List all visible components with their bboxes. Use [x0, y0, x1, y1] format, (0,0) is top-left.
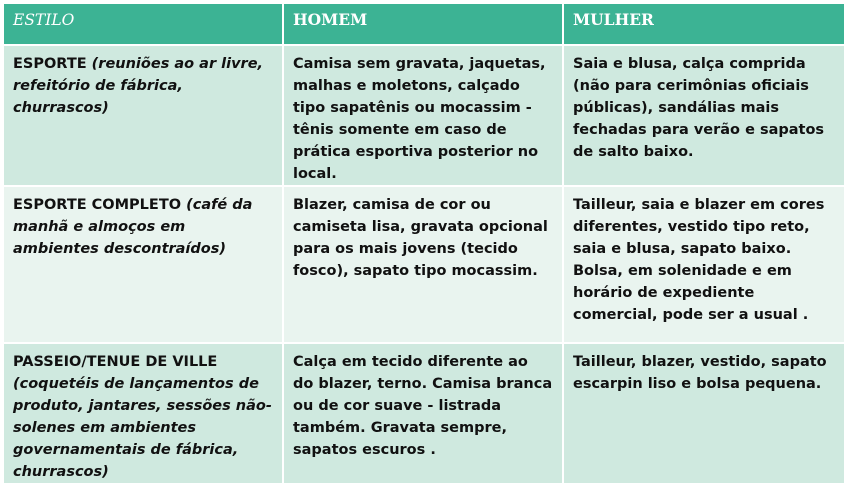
header-row: [3, 3, 845, 45]
mulher-cell: Tailleur, saia e blazer em cores diferentes, vestido tipo reto, saia e blusa, sapato baixo. Bolsa, em solenidade e em horário de expediente comercial, pode ser a usual .: [563, 186, 845, 343]
style-cell: [3, 186, 283, 343]
homem-cell: Calça em tecido diferente ao do blazer, terno. Camisa branca ou de cor suave - listrada também. Gravata sempre, sapatos escuros .: [283, 343, 563, 484]
header-mulher: MULHER: [563, 3, 845, 45]
style-name: ESPORTE COMPLETO: [13, 197, 182, 213]
mulher-cell: Tailleur, blazer, vestido, sapato escarpin liso e bolsa pequena.: [563, 343, 845, 484]
dress-code-table: [2, 2, 846, 485]
style-cell: [3, 343, 283, 484]
homem-cell: Camisa sem gravata, jaquetas, malhas e moletons, calçado tipo sapatênis ou mocassim - tênis somente em caso de prática esportiva posterior no local.: [283, 45, 563, 186]
homem-cell: Blazer, camisa de cor ou camiseta lisa, gravata opcional para os mais jovens (tecido fosco), sapato tipo mocassim.: [283, 186, 563, 343]
style-name: PASSEIO/TENUE DE VILLE: [13, 354, 218, 370]
style-description: (reuniões ao ar livre, refeitório de fábrica, churrascos): [13, 56, 264, 116]
table-row: [3, 343, 845, 484]
style-cell: [3, 45, 283, 186]
style-name: ESPORTE: [13, 56, 87, 72]
mulher-cell: Saia e blusa, calça comprida (não para cerimônias oficiais públicas), sandálias mais fechadas para verão e sapatos de salto baixo.: [563, 45, 845, 186]
style-description: (café da manhã e almoços em ambientes descontraídos): [13, 197, 253, 257]
header-estilo: ESTILO: [3, 3, 283, 45]
table-row: [3, 45, 845, 186]
table-row: [3, 186, 845, 343]
style-description: (coquetéis de lançamentos de produto, jantares, sessões não-solenes em ambientes governamentais de fábrica, churrascos): [13, 376, 272, 480]
header-homem: HOMEM: [283, 3, 563, 45]
